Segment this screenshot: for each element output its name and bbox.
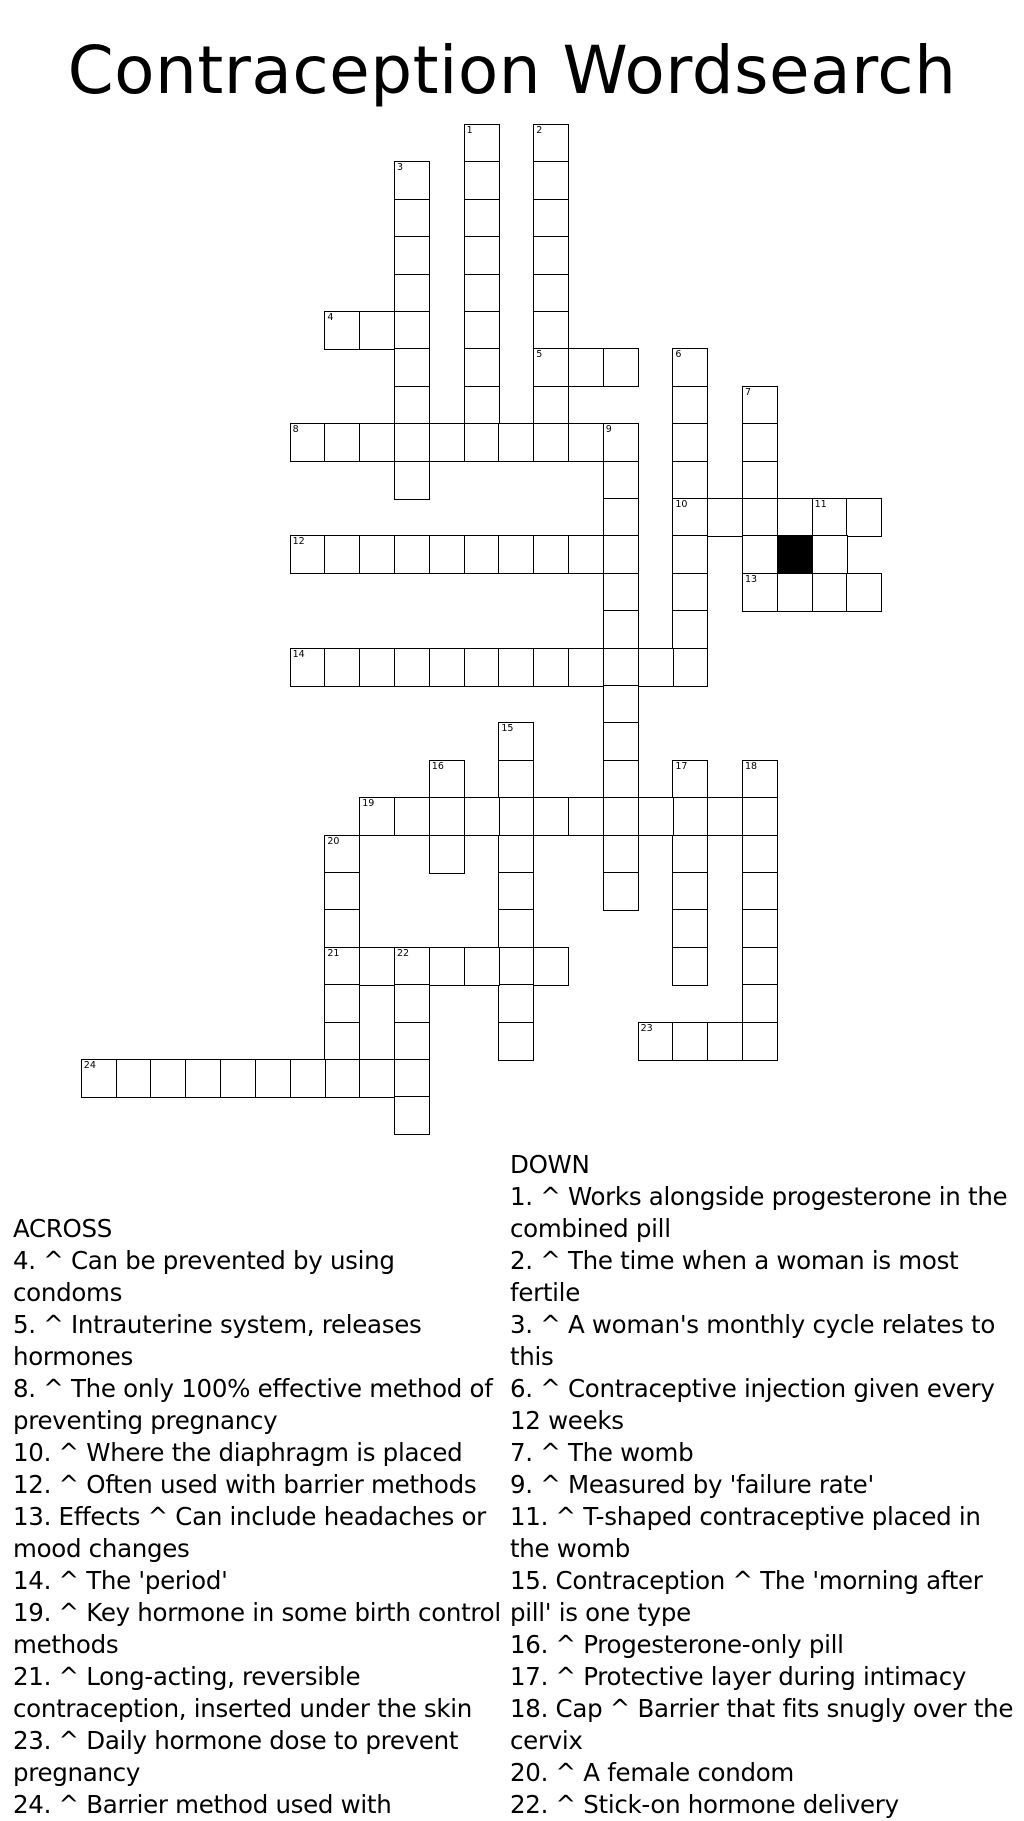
grid-cell[interactable]	[533, 124, 569, 163]
grid-cell[interactable]	[672, 947, 708, 986]
grid-cell[interactable]	[672, 835, 708, 874]
grid-cell[interactable]	[603, 610, 639, 649]
grid-cell[interactable]	[603, 835, 639, 874]
clue-item: 10. ^ Where the diaphragm is placed	[13, 1438, 463, 1467]
grid-cell[interactable]	[394, 648, 430, 687]
clue-number: 24	[83, 1060, 96, 1071]
grid-cell[interactable]	[394, 1096, 430, 1135]
clue-item: 9. ^ Measured by 'failure rate'	[510, 1470, 874, 1499]
grid-cell[interactable]	[603, 722, 639, 761]
grid-cell[interactable]	[498, 909, 534, 948]
grid-cell[interactable]	[359, 947, 395, 986]
grid-cell[interactable]	[498, 1022, 534, 1061]
grid-cell[interactable]	[429, 797, 465, 836]
grid-cell[interactable]	[359, 423, 395, 462]
grid-cell[interactable]	[290, 1059, 326, 1098]
grid-cell[interactable]	[846, 498, 882, 537]
grid-cell[interactable]	[742, 760, 778, 799]
grid-cell[interactable]	[707, 1022, 743, 1061]
grid-cell[interactable]	[742, 386, 778, 425]
clue-number: 9	[605, 424, 612, 436]
grid-cell[interactable]	[464, 535, 500, 574]
grid-cell[interactable]	[394, 797, 430, 836]
clue-number: 18	[745, 760, 758, 772]
grid-cell[interactable]	[394, 386, 430, 425]
grid-cell[interactable]	[394, 311, 430, 350]
grid-cell[interactable]	[603, 348, 639, 387]
grid-cell[interactable]	[533, 236, 569, 275]
down-clue-list	[510, 1181, 1015, 1821]
grid-cell[interactable]	[533, 386, 569, 425]
grid-cell[interactable]	[533, 274, 569, 313]
grid-cell[interactable]	[603, 535, 639, 574]
clue-item: 12. ^ Often used with barrier methods	[13, 1470, 477, 1499]
grid-cell[interactable]	[672, 573, 708, 612]
grid-cell[interactable]	[324, 947, 360, 986]
grid-cell[interactable]	[498, 760, 534, 799]
grid-cell[interactable]	[742, 835, 778, 874]
grid-cell[interactable]	[359, 797, 395, 836]
clue-number: 12	[292, 536, 305, 548]
grid-cell[interactable]	[742, 909, 778, 948]
clue-item: 6. ^ Contraceptive injection given every 12 weeks	[510, 1374, 995, 1435]
clue-number: 20	[327, 835, 340, 847]
clue-item: 19. ^ Key hormone in some birth control methods	[13, 1598, 501, 1659]
clue-number: 15	[501, 723, 514, 735]
grid-cell[interactable]	[324, 984, 360, 1023]
grid-cell[interactable]	[812, 573, 848, 612]
grid-cell[interactable]	[533, 348, 569, 387]
grid-cell[interactable]	[603, 573, 639, 612]
grid-cell[interactable]	[394, 984, 430, 1023]
grid-cell[interactable]	[81, 1059, 117, 1098]
grid-cell[interactable]	[533, 947, 569, 986]
grid-cell[interactable]	[672, 461, 708, 500]
clue-item: 5. ^ Intrauterine system, releases hormones	[13, 1310, 422, 1371]
grid-cell[interactable]	[290, 648, 326, 687]
grid-cell[interactable]	[324, 909, 360, 948]
grid-cell[interactable]	[672, 423, 708, 462]
grid-cell[interactable]	[533, 199, 569, 238]
grid-cell[interactable]	[533, 648, 569, 687]
grid-cell[interactable]	[846, 573, 882, 612]
clue-item: 23. ^ Daily hormone dose to prevent pregnancy	[13, 1726, 459, 1787]
grid-cell[interactable]	[812, 535, 848, 574]
clue-item: 22. ^ Stick-on hormone delivery	[510, 1790, 899, 1819]
clue-number: 5	[536, 349, 543, 361]
grid-cell[interactable]	[777, 573, 813, 612]
grid-cell[interactable]	[429, 760, 465, 799]
grid-cell[interactable]	[394, 1022, 430, 1061]
across-clue-list	[13, 1245, 505, 1821]
grid-cell[interactable]	[498, 797, 534, 836]
grid-cell[interactable]	[464, 947, 500, 986]
grid-cell[interactable]	[429, 835, 465, 874]
grid-cell[interactable]	[742, 984, 778, 1023]
grid-cell[interactable]	[394, 236, 430, 275]
down-heading: DOWN	[510, 1150, 590, 1179]
grid-cell[interactable]	[812, 498, 848, 537]
grid-cell[interactable]	[568, 348, 604, 387]
grid-cell[interactable]	[324, 648, 360, 687]
grid-cell[interactable]	[464, 199, 500, 238]
grid-cell[interactable]	[394, 535, 430, 574]
grid-cell[interactable]	[672, 535, 708, 574]
clue-number: 6	[675, 349, 682, 361]
grid-cell[interactable]	[533, 161, 569, 200]
grid-cell[interactable]	[324, 872, 360, 911]
grid-cell[interactable]	[359, 648, 395, 687]
clue-item: 18. Cap ^ Barrier that fits snugly over the cervix	[510, 1694, 1014, 1755]
across-clues	[13, 1213, 505, 1821]
clue-number: 11	[814, 499, 827, 510]
grid-cell[interactable]	[498, 835, 534, 874]
grid-cell[interactable]	[672, 760, 708, 799]
grid-cell[interactable]	[533, 797, 569, 836]
grid-cell[interactable]	[394, 348, 430, 387]
grid-cell[interactable]	[290, 535, 326, 574]
grid-cell[interactable]	[324, 835, 360, 874]
grid-cell[interactable]	[429, 648, 465, 687]
grid-cell[interactable]	[394, 461, 430, 500]
clue-item: 7. ^ The womb	[510, 1438, 694, 1467]
grid-cell[interactable]	[672, 909, 708, 948]
clue-number: 10	[675, 499, 688, 510]
grid-cell[interactable]	[498, 722, 534, 761]
clue-number: 4	[327, 312, 334, 323]
grid-cell[interactable]	[672, 610, 708, 649]
grid-cell[interactable]	[464, 236, 500, 275]
clue-number: 16	[431, 760, 444, 772]
grid-cell[interactable]	[498, 535, 534, 574]
clue-number: 8	[292, 424, 299, 436]
clue-number: 21	[327, 947, 340, 959]
grid-cell[interactable]	[603, 797, 639, 836]
grid-cell[interactable]	[498, 423, 534, 462]
grid-cell[interactable]	[464, 797, 500, 836]
grid-cell[interactable]	[464, 386, 500, 425]
grid-cell[interactable]	[603, 872, 639, 911]
grid-cell[interactable]	[464, 348, 500, 387]
grid-cell[interactable]	[603, 648, 639, 687]
grid-cell[interactable]	[603, 423, 639, 462]
grid-cell[interactable]	[568, 423, 604, 462]
grid-cell[interactable]	[533, 423, 569, 462]
clue-item: 2. ^ The time when a woman is most fertile	[510, 1246, 959, 1307]
clue-item: 3. ^ A woman's monthly cycle relates to this	[510, 1310, 996, 1371]
grid-cell[interactable]	[603, 498, 639, 537]
grid-cell[interactable]	[742, 461, 778, 500]
clue-item: 11. ^ T-shaped contraceptive placed in the womb	[510, 1502, 981, 1563]
clue-item: 20. ^ A female condom	[510, 1758, 794, 1787]
grid-cell[interactable]	[672, 386, 708, 425]
grid-cell[interactable]	[742, 1022, 778, 1061]
grid-cell[interactable]	[742, 423, 778, 462]
grid-cell[interactable]	[638, 648, 674, 687]
grid-cell[interactable]	[116, 1059, 152, 1098]
clue-number: 17	[675, 760, 688, 772]
grid-cell[interactable]	[324, 535, 360, 574]
grid-cell[interactable]	[672, 648, 708, 687]
grid-cell[interactable]	[429, 423, 465, 462]
grid-cell[interactable]	[464, 161, 500, 200]
clue-item: 1. ^ Works alongside progesterone in the combined pill	[510, 1182, 1008, 1243]
grid-cell[interactable]	[603, 685, 639, 724]
grid-cell[interactable]	[638, 1022, 674, 1061]
grid-cell[interactable]	[394, 161, 430, 200]
clue-number: 7	[745, 386, 752, 398]
clue-item: 15. Contraception ^ The 'morning after pill' is one type	[510, 1566, 983, 1627]
across-heading: ACROSS	[13, 1214, 113, 1243]
grid-cell[interactable]	[464, 274, 500, 313]
grid-cell[interactable]	[429, 535, 465, 574]
grid-cell[interactable]	[742, 797, 778, 836]
grid-cell[interactable]	[464, 311, 500, 350]
grid-cell[interactable]	[324, 311, 360, 350]
clue-item: 4. ^ Can be prevented by using condoms	[13, 1246, 395, 1307]
grid-cell[interactable]	[498, 947, 534, 986]
clue-item: 16. ^ Progesterone-only pill	[510, 1630, 844, 1659]
grid-cell[interactable]	[742, 573, 778, 612]
clue-number: 23	[640, 1022, 653, 1034]
grid-cell[interactable]	[603, 461, 639, 500]
grid-cell[interactable]	[672, 1022, 708, 1061]
grid-cell[interactable]	[568, 535, 604, 574]
clue-number: 3	[397, 162, 404, 174]
grid-cell[interactable]	[394, 199, 430, 238]
clue-item: 24. ^ Barrier method used with	[13, 1790, 392, 1819]
grid-cell[interactable]	[464, 124, 500, 163]
clue-item: 17. ^ Protective layer during intimacy	[510, 1662, 967, 1691]
clue-item: 13. Effects ^ Can include headaches or mood changes	[13, 1502, 486, 1563]
clue-item: 8. ^ The only 100% effective method of preventing pregnancy	[13, 1374, 493, 1435]
grid-cell[interactable]	[359, 1059, 395, 1098]
grid-cell[interactable]	[394, 274, 430, 313]
grid-cell[interactable]	[498, 872, 534, 911]
puzzle-title: Contraception Wordsearch	[67, 32, 957, 109]
clue-number: 2	[536, 125, 543, 136]
grid-cell[interactable]	[568, 797, 604, 836]
clue-number: 14	[292, 648, 305, 660]
grid-cell[interactable]	[324, 1059, 360, 1098]
grid-cell[interactable]	[150, 1059, 186, 1098]
grid-cell[interactable]	[672, 498, 708, 537]
grid-cell[interactable]	[742, 947, 778, 986]
grid-cell[interactable]	[777, 498, 813, 537]
grid-cell[interactable]	[742, 872, 778, 911]
grid-cell[interactable]	[394, 423, 430, 462]
grid-cell[interactable]	[742, 535, 778, 574]
grid-cell[interactable]	[324, 1022, 360, 1061]
clue-number: 1	[466, 125, 473, 136]
clue-number: 19	[362, 798, 375, 810]
clue-number: 13	[745, 573, 758, 585]
down-clues	[510, 1149, 1015, 1821]
grid-cell[interactable]	[707, 498, 743, 537]
grid-cell[interactable]	[220, 1059, 256, 1098]
grid-cell[interactable]	[707, 797, 743, 836]
grid-cell[interactable]	[464, 423, 500, 462]
grid-cell[interactable]	[290, 423, 326, 462]
grid-cell[interactable]	[185, 1059, 221, 1098]
grid-block	[777, 535, 813, 574]
grid-cell[interactable]	[672, 872, 708, 911]
grid-cell[interactable]	[742, 498, 778, 537]
grid-cell[interactable]	[394, 947, 430, 986]
clue-item: 21. ^ Long-acting, reversible contraception, inserted under the skin	[13, 1662, 472, 1723]
grid-cell[interactable]	[533, 535, 569, 574]
grid-cell[interactable]	[324, 423, 360, 462]
grid-cell[interactable]	[394, 1059, 430, 1098]
grid-cell[interactable]	[638, 797, 674, 836]
grid-cell[interactable]	[533, 311, 569, 350]
grid-cell[interactable]	[498, 984, 534, 1023]
grid-cell[interactable]	[568, 648, 604, 687]
grid-cell[interactable]	[603, 760, 639, 799]
grid-cell[interactable]	[255, 1059, 291, 1098]
grid-cell[interactable]	[429, 947, 465, 986]
grid-cell[interactable]	[498, 648, 534, 687]
clue-item: 14. ^ The 'period'	[13, 1566, 228, 1595]
grid-cell[interactable]	[359, 535, 395, 574]
clue-number: 22	[397, 947, 410, 959]
grid-cell[interactable]	[464, 648, 500, 687]
grid-cell[interactable]	[672, 348, 708, 387]
grid-cell[interactable]	[672, 797, 708, 836]
grid-cell[interactable]	[359, 311, 395, 350]
